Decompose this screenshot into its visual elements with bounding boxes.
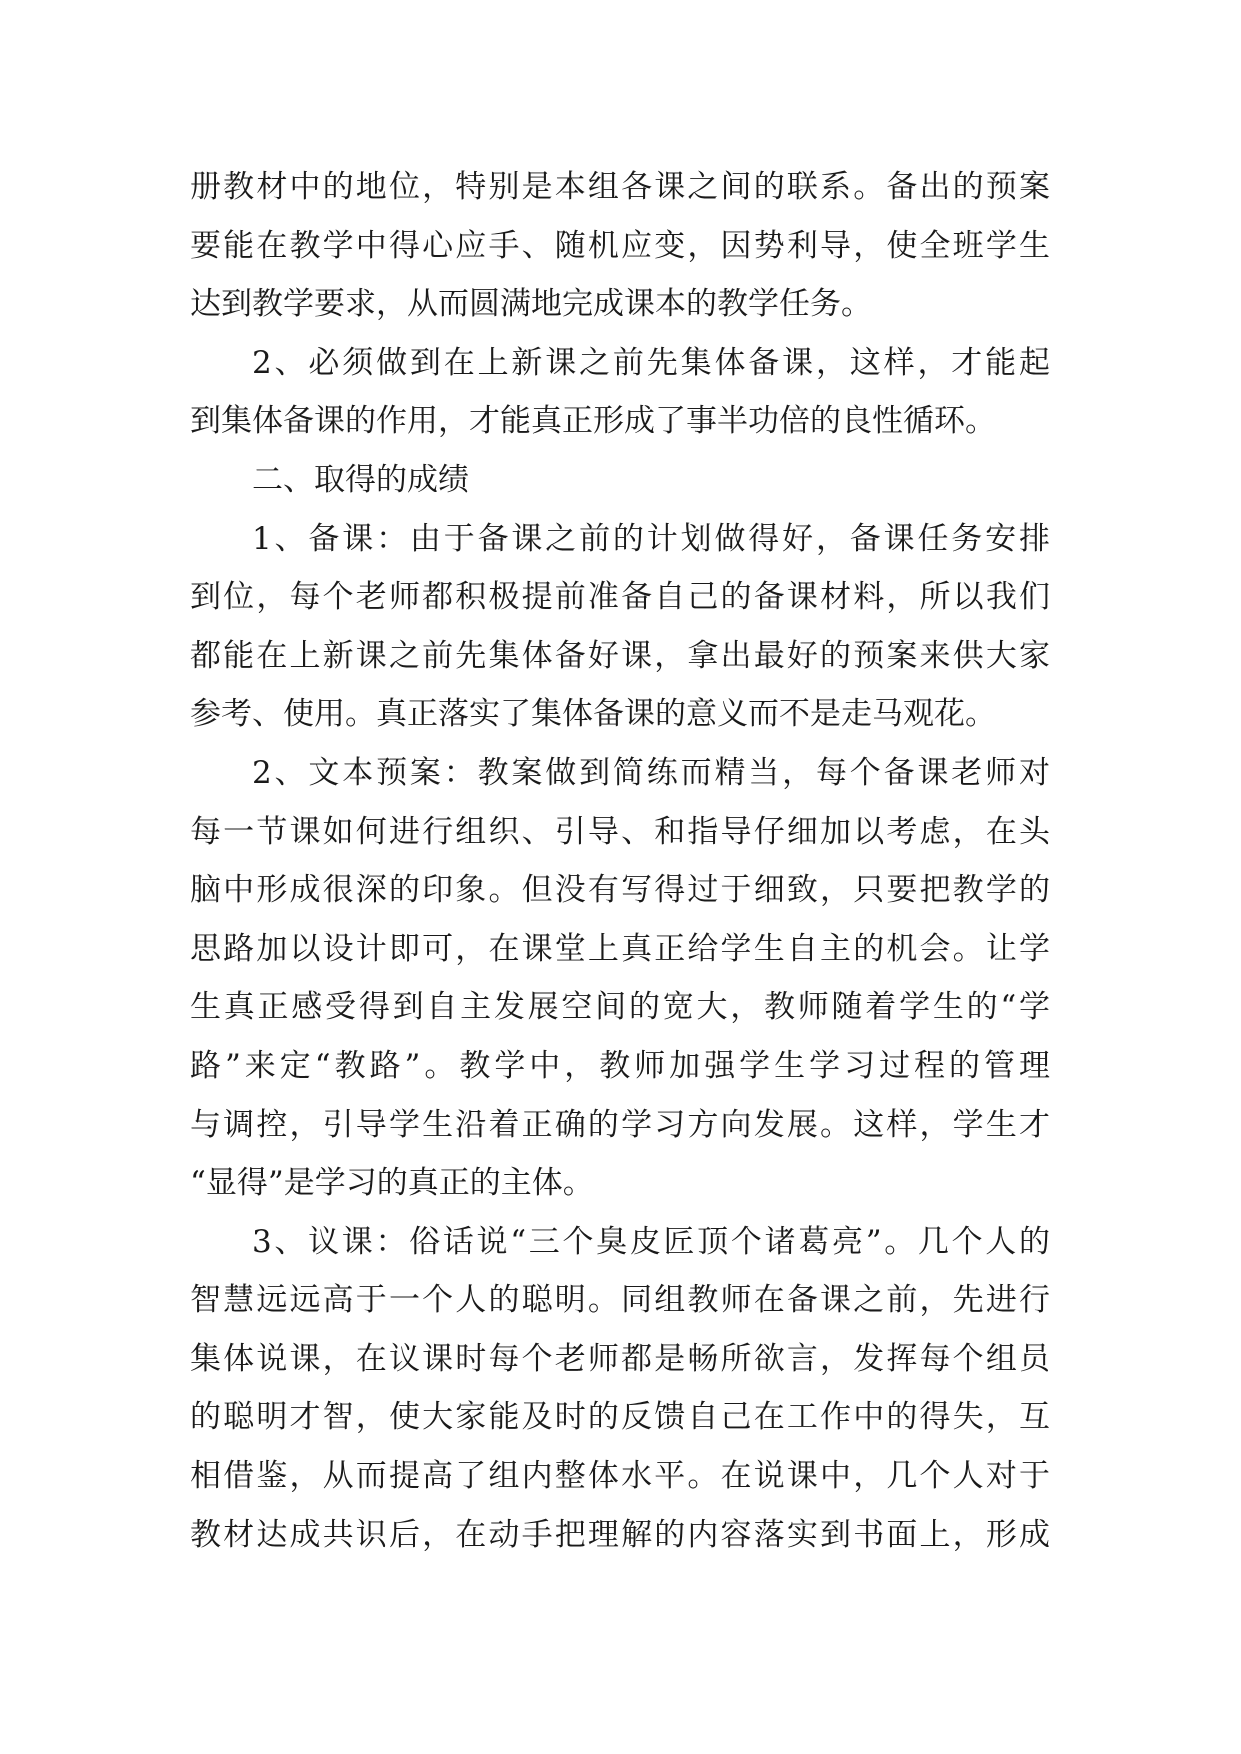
text-line: 每一节课如何进行组织、引导、和指导仔细加以考虑，在头 — [190, 813, 1050, 850]
document-page — [190, 158, 1050, 1564]
text-line: 二、取得的成绩 — [252, 461, 469, 498]
text-line: 思路加以设计即可，在课堂上真正给学生自主的机会。让学 — [190, 930, 1050, 967]
text-line: 教材达成共识后，在动手把理解的内容落实到书面上，形成 — [190, 1516, 1050, 1553]
text-line: “显得”是学习的真正的主体。 — [190, 1165, 594, 1202]
text-line: 与调控，引导学生沿着正确的学习方向发展。这样，学生才 — [190, 1106, 1050, 1143]
text-line: 参考、使用。真正落实了集体备课的意义而不是走马观花。 — [190, 696, 996, 733]
text-line: 到集体备课的作用，才能真正形成了事半功倍的良性循环。 — [190, 403, 996, 440]
text-line: 生真正感受得到自主发展空间的宽大，教师随着学生的“学 — [190, 989, 1050, 1026]
text-line: 3、议课：俗话说“三个臭皮匠顶个诸葛亮”。几个人的 — [252, 1223, 1050, 1260]
text-line: 1、备课：由于备课之前的计划做得好，备课任务安排 — [252, 520, 1050, 557]
text-line: 集体说课，在议课时每个老师都是畅所欲言，发挥每个组员 — [190, 1340, 1050, 1377]
text-line: 相借鉴，从而提高了组内整体水平。在说课中，几个人对于 — [190, 1458, 1050, 1495]
text-line: 到位，每个老师都积极提前准备自己的备课材料，所以我们 — [190, 579, 1050, 616]
text-line: 脑中形成很深的印象。但没有写得过于细致，只要把教学的 — [190, 872, 1050, 909]
text-line: 达到教学要求，从而圆满地完成课本的教学任务。 — [190, 286, 872, 323]
text-line: 册教材中的地位，特别是本组各课之间的联系。备出的预案 — [190, 169, 1050, 205]
text-line: 2、必须做到在上新课之前先集体备课，这样，才能起 — [252, 344, 1050, 381]
text-line: 都能在上新课之前先集体备好课，拿出最好的预案来供大家 — [190, 637, 1050, 674]
text-line: 的聪明才智，使大家能及时的反馈自己在工作中的得失，互 — [190, 1399, 1050, 1436]
text-line: 路”来定“教路”。教学中，教师加强学生学习过程的管理 — [190, 1047, 1050, 1084]
text-line: 2、文本预案：教案做到简练而精当，每个备课老师对 — [252, 754, 1050, 791]
text-line: 要能在教学中得心应手、随机应变，因势利导，使全班学生 — [190, 227, 1050, 264]
text-line: 智慧远远高于一个人的聪明。同组教师在备课之前，先进行 — [190, 1282, 1050, 1319]
document-body — [190, 158, 1050, 1564]
